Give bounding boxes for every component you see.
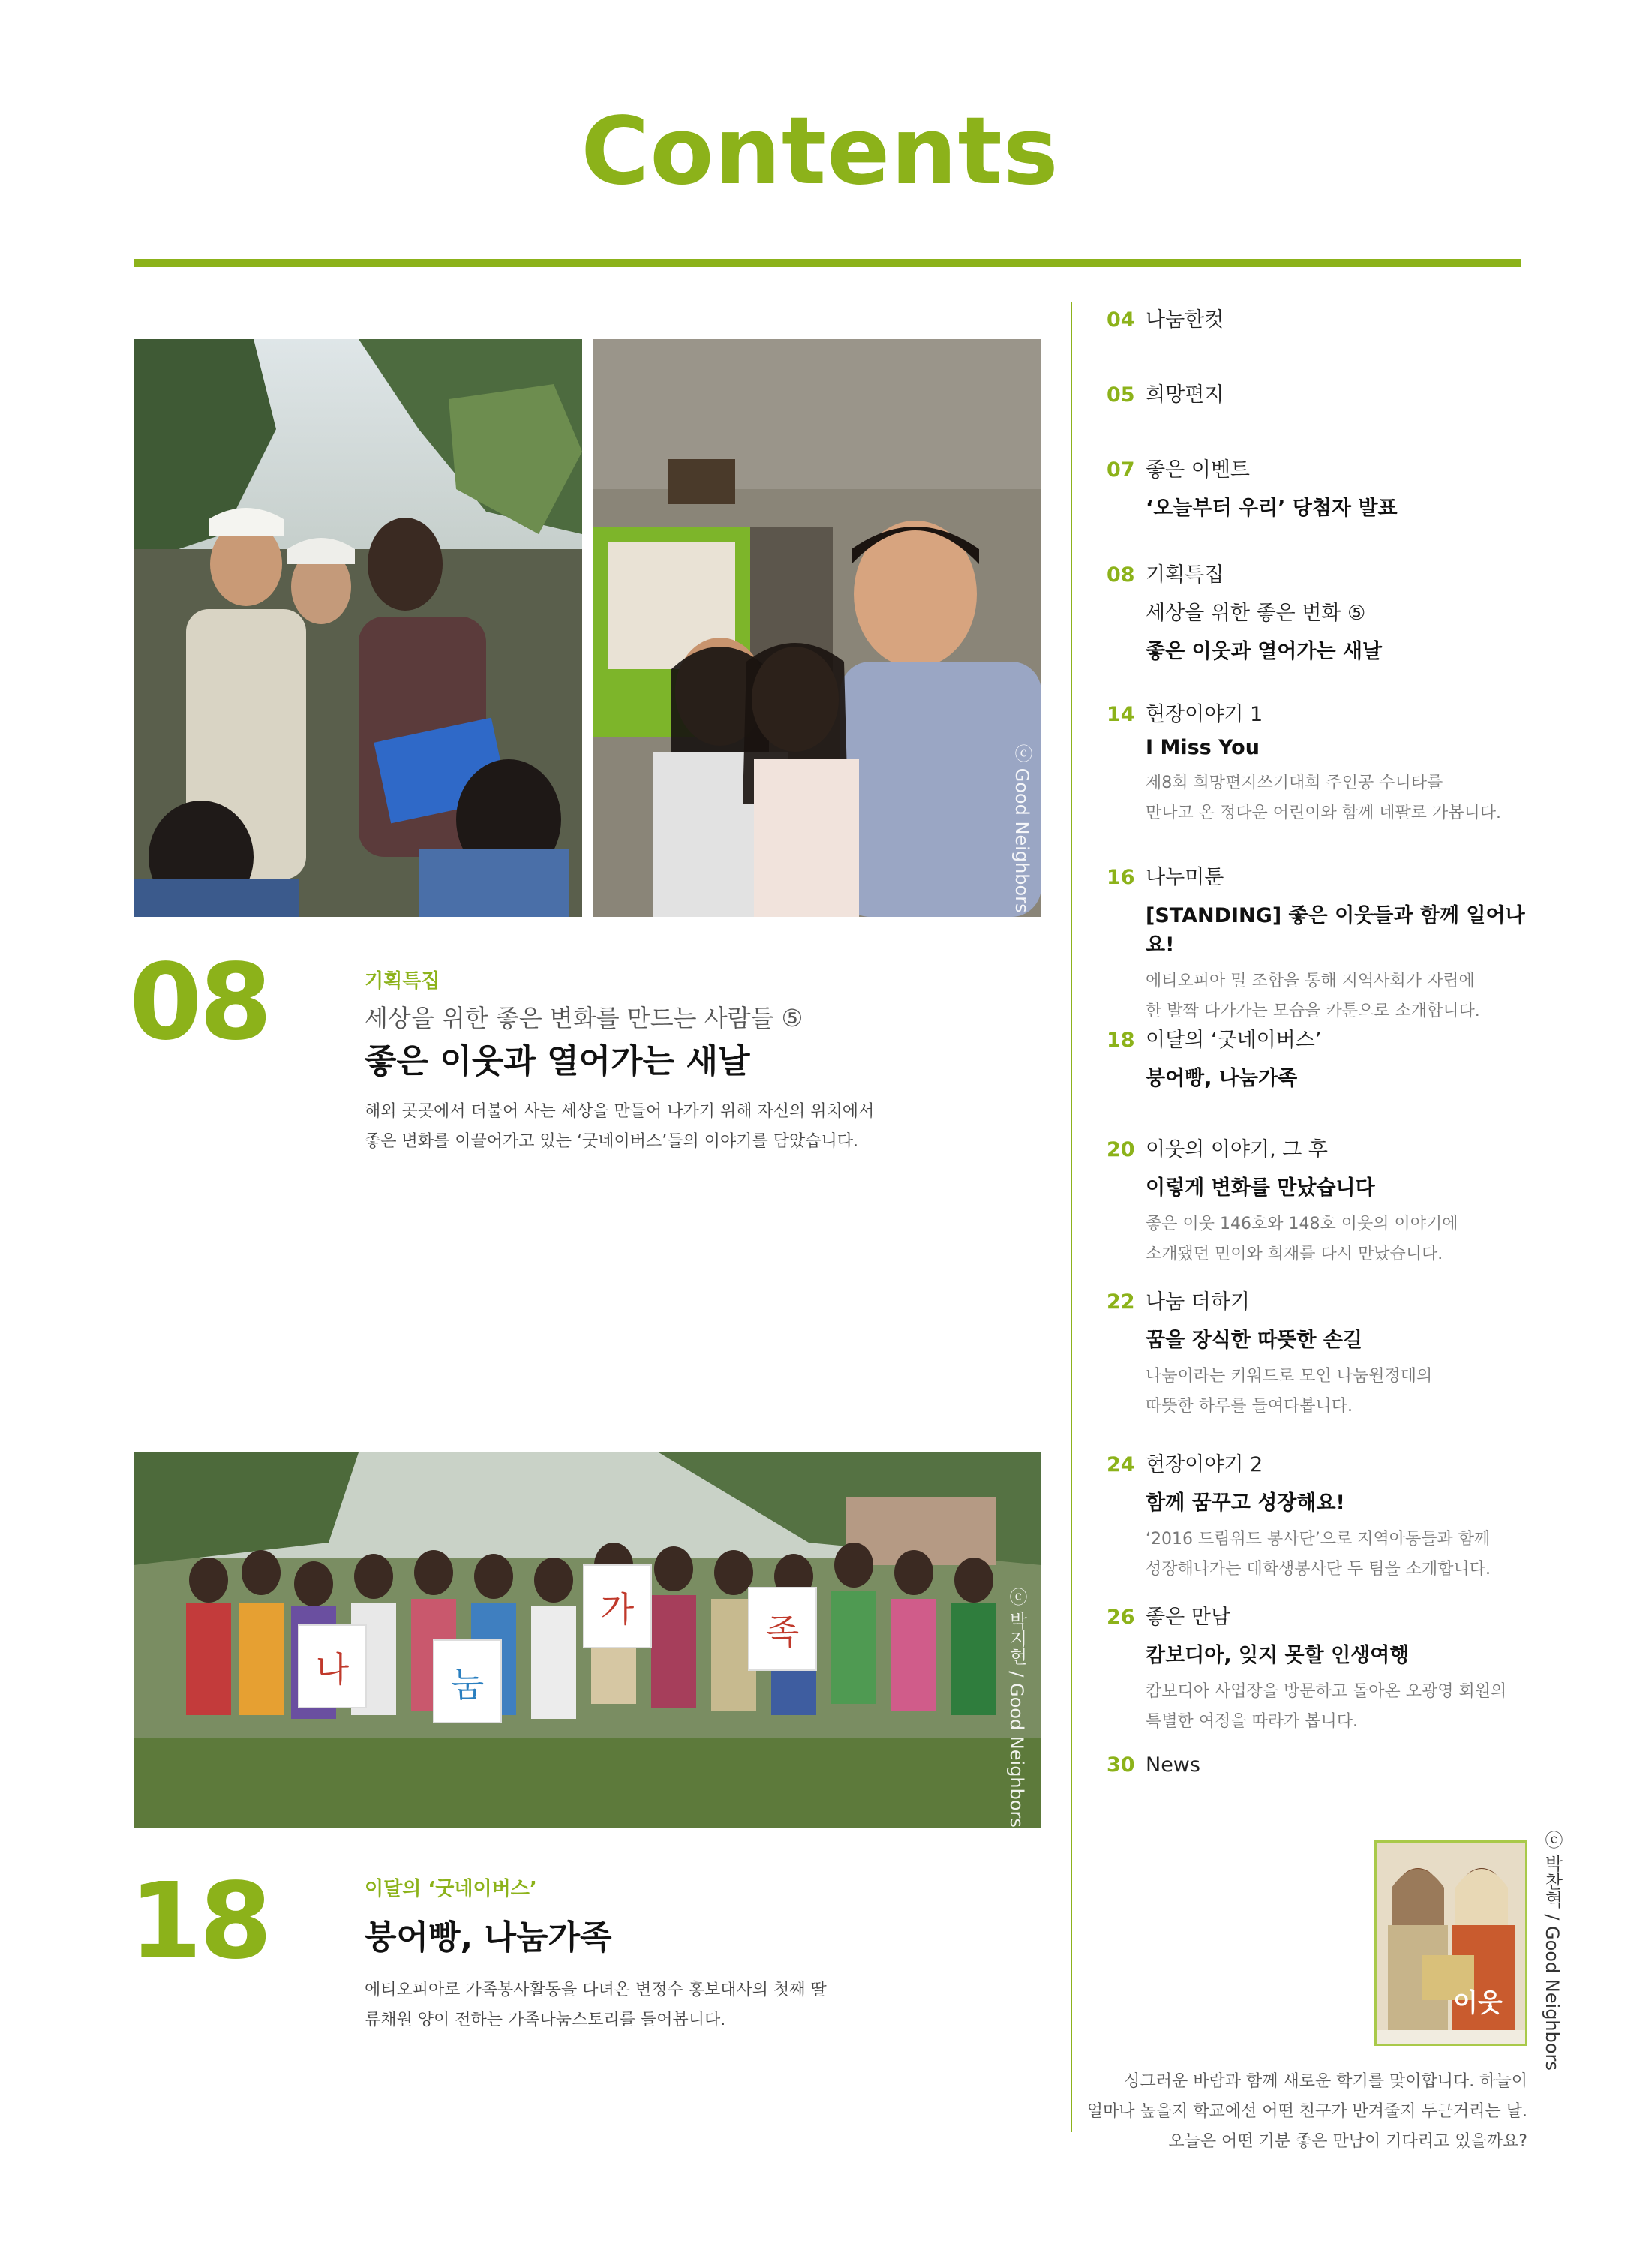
toc-entry-20[interactable]: 20 이웃의 이야기, 그 후 이렇게 변화를 만났습니다 좋은 이웃 146호와 148호 이웃의 이야기에 소개됐던 민이와 희재를 다시 만났습니다. [1107, 1138, 1458, 1263]
cover-caption: 싱그러운 바람과 함께 새로운 학기를 맞이합니다. 하늘이 얼마나 높을지 학교에선 어떤 친구가 반겨줄지 두근거리는 날. 오늘은 어떤 기분 좋은 만남이 기다리고 있을까요? [1086, 2072, 1527, 2151]
feature2-description: 에티오피아로 가족봉사활동을 다녀온 변정수 홍보대사의 첫째 딸 류채원 양이 전하는 가족나눔스토리를 들어봅니다. [365, 1981, 827, 2029]
cover-title: 이웃 [1453, 1988, 1503, 2018]
feature-photo-group [134, 1452, 1041, 1828]
toc-entry-18[interactable]: 18 이달의 ‘굿네이버스’ 붕어빵, 나눔가족 [1107, 1029, 1322, 1090]
toc-entry-14[interactable]: 14 현장이야기 1 I Miss You 제8회 희망편지쓰기대회 주인공 수니타를 만나고 온 정다운 어린이와 함께 네팔로 가봅니다. [1107, 703, 1501, 822]
cover-thumbnail[interactable] [1374, 1840, 1527, 2046]
feature-photo-family [593, 339, 1041, 917]
feature1-headline: 좋은 이웃과 열어가는 새날 [365, 1042, 750, 1080]
feature2-tag: 이달의 ‘굿네이버스’ [365, 1878, 537, 1900]
toc-entry-08[interactable]: 08 기획특집 세상을 위한 좋은 변화 ⑤ 좋은 이웃과 열어가는 새날 [1107, 563, 1383, 663]
toc-entry-30[interactable]: 30 News [1107, 1753, 1200, 1777]
feature1-tag: 기획특집 [365, 970, 440, 993]
feature1-page-number: 08 [129, 942, 269, 1064]
toc-entry-05[interactable]: 05 희망편지 [1107, 383, 1224, 407]
sign-char: 족 [765, 1612, 800, 1652]
feature-photo-field-workers [134, 339, 582, 917]
cover-credit: ⓒ 박찬혁 / Good Neighbors [1542, 1831, 1563, 2071]
title-divider [134, 259, 1521, 267]
column-divider [1071, 302, 1072, 2132]
toc-entry-24[interactable]: 24 현장이야기 2 함께 꿈꾸고 성장해요! ‘2016 드림위드 봉사단’으로 지역아동들과 함께 성장해나가는 대학생봉사단 두 팀을 소개합니다. [1107, 1453, 1491, 1579]
feature1-description: 해외 곳곳에서 더불어 사는 세상을 만들어 나가기 위해 자신의 위치에서 좋은 변화를 이끌어가고 있는 ‘굿네이버스’들의 이야기를 담았습니다. [365, 1102, 875, 1151]
photo-credit: ⓒ Good Neighbors [1011, 744, 1032, 913]
sign-char: 가 [600, 1589, 635, 1630]
toc-entry-16[interactable]: 16 나누미툰 [STANDING] 좋은 이웃들과 함께 일어나요! 에티오피아 밀 조합을 통해 지역사회가 자립에 한 발짝 다가가는 모습을 카툰으로 소개합니다. [1107, 866, 1525, 1020]
sign-char: 나 [315, 1649, 350, 1690]
toc-entry-22[interactable]: 22 나눔 더하기 꿈을 장식한 따뜻한 손길 나눔이라는 키워드로 모인 나눔원정대의 따뜻한 하루를 들여다봅니다. [1107, 1290, 1433, 1416]
page-title: Contents [581, 98, 1059, 206]
feature2-page-number: 18 [129, 1861, 269, 1983]
feature2-headline: 붕어빵, 나눔가족 [365, 1918, 612, 1957]
feature1-subtitle: 세상을 위한 좋은 변화를 만드는 사람들 ⑤ [365, 1004, 803, 1032]
sign-char: 눔 [450, 1664, 485, 1705]
toc-entry-07[interactable]: 07 좋은 이벤트 ‘오늘부터 우리’ 당첨자 발표 [1107, 458, 1398, 520]
toc-entry-26[interactable]: 26 좋은 만남 캄보디아, 잊지 못할 인생여행 캄보디아 사업장을 방문하고 돌아온 오광영 회원의 특별한 여정을 따라가 봅니다. [1107, 1606, 1507, 1731]
toc-entry-04[interactable]: 04 나눔한컷 [1107, 308, 1224, 332]
photo-credit: ⓒ 박지현 / Good Neighbors [1006, 1588, 1027, 1828]
